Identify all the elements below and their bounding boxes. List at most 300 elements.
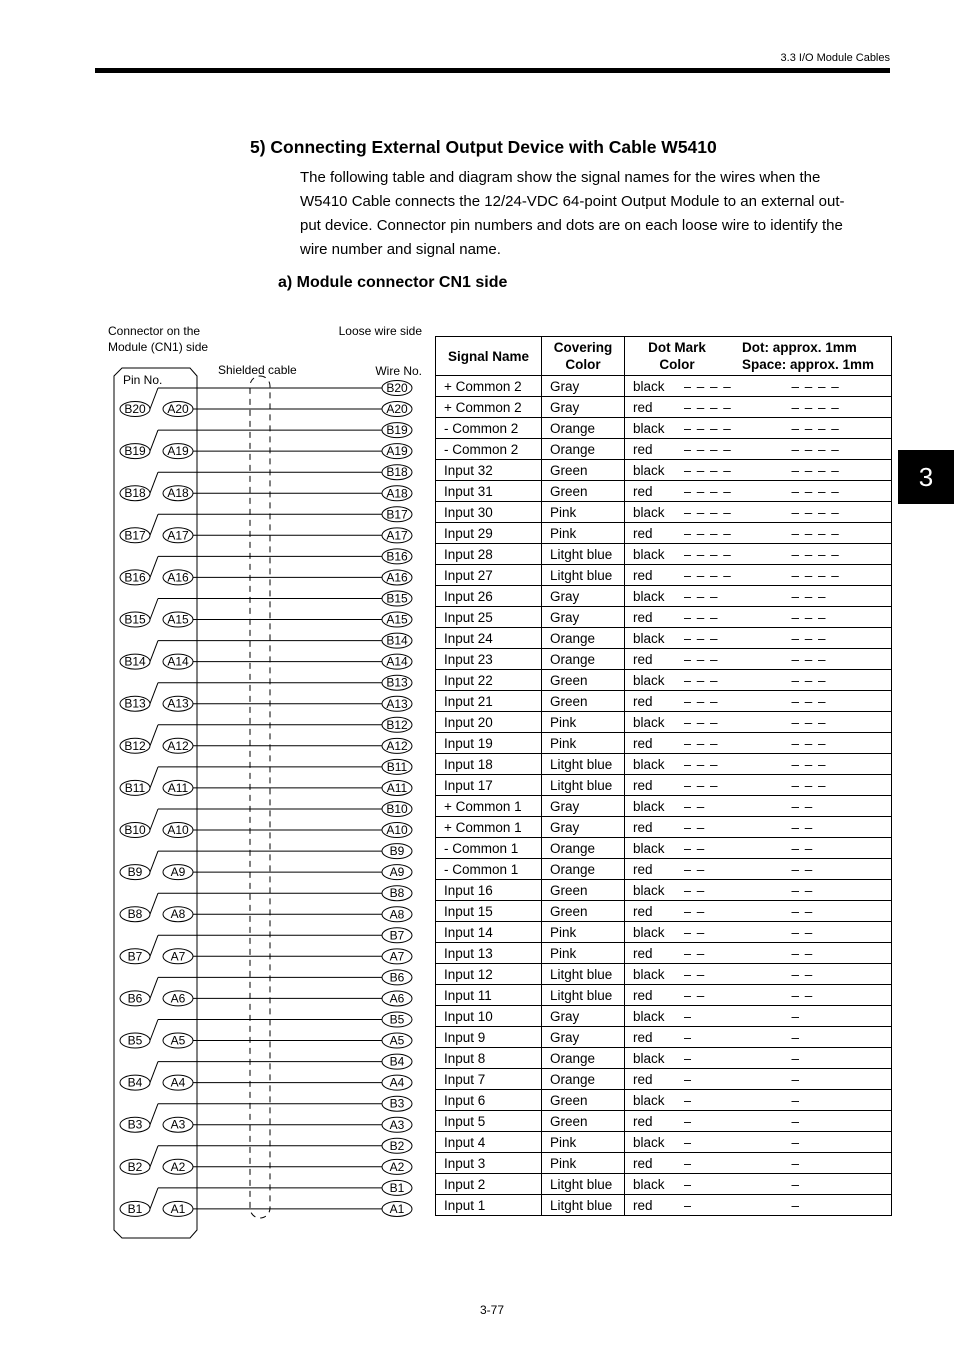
covering-color-cell: Gray — [542, 796, 625, 817]
signal-name-cell: - Common 2 — [436, 439, 542, 460]
header-dot-mark-color-line2: Color — [659, 357, 695, 372]
covering-color-cell: Gray — [542, 376, 625, 397]
header-dot-mark-color-line1: Dot Mark — [648, 340, 706, 355]
dot-mark-color-cell: red — [625, 565, 684, 586]
table-row — [436, 796, 892, 817]
dot-mark-color-cell: red — [625, 817, 684, 838]
signal-name-cell: Input 4 — [436, 1132, 542, 1153]
covering-color-cell: Litght blue — [542, 1174, 625, 1195]
signal-name-cell: - Common 2 — [436, 418, 542, 439]
pin-b-label: B8 — [127, 907, 143, 922]
pin-a-label: A9 — [170, 865, 186, 880]
wire — [150, 935, 158, 956]
wire-number-label: A4 — [389, 1075, 405, 1090]
signal-name-cell: Input 18 — [436, 754, 542, 775]
dot-mark-color-cell: black — [625, 670, 684, 691]
pin-a-label: A6 — [170, 991, 186, 1006]
dot-pattern: – — [683, 1113, 693, 1129]
dot-pattern: – — [683, 1176, 693, 1192]
dot-pattern: – – – — [791, 735, 827, 751]
wire-number-label: B6 — [389, 970, 405, 985]
dot-pattern-cell — [684, 565, 892, 586]
dot-pattern: – – – — [791, 756, 827, 772]
dot-pattern: – – — [791, 861, 814, 877]
table-row — [436, 838, 892, 859]
pin-b-label: B18 — [124, 486, 146, 501]
intro-line: The following table and diagram show the signal names for the wires when the — [300, 169, 821, 186]
dot-pattern: – – – — [683, 693, 719, 709]
covering-color-cell: Pink — [542, 523, 625, 544]
table-row — [436, 859, 892, 880]
signal-name-cell: Input 5 — [436, 1111, 542, 1132]
dot-pattern: – – – — [791, 588, 827, 604]
signal-name-cell: - Common 1 — [436, 859, 542, 880]
covering-color-cell: Green — [542, 481, 625, 502]
table-row — [436, 1111, 892, 1132]
wire-number-label: A9 — [389, 865, 405, 880]
header-covering-color-line2: Color — [565, 357, 601, 372]
covering-color-cell: Litght blue — [542, 775, 625, 796]
table-row — [436, 502, 892, 523]
header-dot-mark-color — [625, 339, 729, 373]
covering-color-cell: Orange — [542, 418, 625, 439]
dot-pattern: – – — [791, 798, 814, 814]
connector-side-label-line1: Connector on the — [108, 324, 201, 338]
covering-color-cell: Green — [542, 901, 625, 922]
pin-a-label: A12 — [167, 738, 189, 753]
dot-pattern: – – — [683, 840, 706, 856]
dot-pattern: – – — [791, 966, 814, 982]
pin-a-label: A13 — [167, 696, 189, 711]
connector-side-label-line2: Module (CN1) side — [108, 340, 209, 354]
dot-mark-color-cell: black — [625, 1132, 684, 1153]
dot-pattern: – — [791, 1008, 801, 1024]
dot-pattern: – – – — [683, 672, 719, 688]
header-dot-spacing — [729, 339, 874, 373]
dot-pattern: – — [791, 1071, 801, 1087]
dot-pattern: – – — [791, 924, 814, 940]
signal-name-cell: Input 23 — [436, 649, 542, 670]
dot-pattern: – – – – — [683, 462, 732, 478]
dot-mark-color-cell: red — [625, 649, 684, 670]
wire — [150, 683, 158, 704]
dot-pattern-cell — [684, 460, 892, 481]
signal-name-cell: Input 6 — [436, 1090, 542, 1111]
wire-number-label: A18 — [386, 486, 408, 501]
signal-name-cell: Input 27 — [436, 565, 542, 586]
covering-color-cell: Pink — [542, 943, 625, 964]
pin-b-label: B2 — [127, 1159, 143, 1174]
dot-pattern-cell — [684, 943, 892, 964]
dot-pattern-cell — [684, 901, 892, 922]
dot-pattern: – – – – — [791, 567, 840, 583]
table-row — [436, 712, 892, 733]
dot-pattern: – – – – — [683, 546, 732, 562]
wire — [150, 641, 158, 662]
dot-pattern: – — [683, 1197, 693, 1213]
dot-pattern-cell — [684, 859, 892, 880]
wire-number-label: B7 — [389, 928, 405, 943]
dot-pattern: – – — [683, 924, 706, 940]
table-row — [436, 880, 892, 901]
dot-pattern: – — [683, 1092, 693, 1108]
pin-b-label: B3 — [127, 1117, 143, 1132]
dot-mark-color-cell: red — [625, 439, 684, 460]
dot-pattern: – — [683, 1071, 693, 1087]
dot-mark-color-cell: black — [625, 880, 684, 901]
dot-pattern: – — [683, 1050, 693, 1066]
dot-pattern-cell — [684, 838, 892, 859]
signal-name-cell: Input 24 — [436, 628, 542, 649]
dot-pattern: – – — [683, 987, 706, 1003]
running-head: 3.3 I/O Module Cables — [780, 52, 890, 64]
covering-color-cell: Pink — [542, 1153, 625, 1174]
dot-pattern-cell — [684, 376, 892, 397]
pin-b-label: B13 — [124, 696, 146, 711]
pin-a-label: A3 — [170, 1117, 186, 1132]
wire — [150, 1020, 158, 1041]
dot-pattern: – – – – — [683, 420, 732, 436]
dot-mark-color-cell: black — [625, 712, 684, 733]
dot-pattern: – – – – — [683, 399, 732, 415]
dot-pattern: – — [791, 1134, 801, 1150]
table-row — [436, 754, 892, 775]
table-row — [436, 1069, 892, 1090]
intro-paragraph — [300, 166, 888, 262]
covering-color-cell: Pink — [542, 733, 625, 754]
table-row — [436, 1006, 892, 1027]
header-dot-mark — [625, 337, 892, 376]
wire-number-labels — [382, 381, 412, 1217]
table-row — [436, 1195, 892, 1216]
dot-pattern: – – – – — [683, 567, 732, 583]
dot-pattern-cell — [684, 880, 892, 901]
pin-b-label: B4 — [127, 1075, 143, 1090]
header-covering-color-line1: Covering — [553, 340, 613, 355]
covering-color-cell: Gray — [542, 586, 625, 607]
table-row — [436, 418, 892, 439]
dot-mark-color-cell: black — [625, 1048, 684, 1069]
pin-b-label: B9 — [127, 865, 143, 880]
covering-color-cell: Litght blue — [542, 985, 625, 1006]
dot-pattern-cell — [684, 670, 892, 691]
covering-color-cell: Pink — [542, 1132, 625, 1153]
dot-pattern: – — [683, 1134, 693, 1150]
pin-a-label: A18 — [167, 486, 189, 501]
signal-name-cell: Input 10 — [436, 1006, 542, 1027]
wire-number-label: B18 — [386, 465, 408, 480]
signal-name-cell: Input 3 — [436, 1153, 542, 1174]
covering-color-cell: Orange — [542, 649, 625, 670]
wire-number-label: B8 — [389, 886, 405, 901]
dot-pattern-cell — [684, 628, 892, 649]
dot-pattern: – – – — [791, 630, 827, 646]
dot-pattern-cell — [684, 586, 892, 607]
dot-pattern: – — [791, 1155, 801, 1171]
pin-a-label: A20 — [167, 402, 189, 416]
dot-pattern: – – – — [791, 693, 827, 709]
dot-pattern-cell — [684, 544, 892, 565]
signal-name-cell: + Common 1 — [436, 817, 542, 838]
header-dot-spacing-line1: Dot: approx. 1mm — [742, 340, 857, 355]
dot-mark-color-cell: black — [625, 796, 684, 817]
covering-color-cell: Litght blue — [542, 1195, 625, 1216]
dot-pattern: – – – — [791, 672, 827, 688]
signal-name-cell: Input 14 — [436, 922, 542, 943]
wire-number-label: A8 — [389, 907, 405, 922]
dot-pattern: – – — [683, 861, 706, 877]
pin-a-label: A4 — [170, 1075, 186, 1090]
wire-number-label: B19 — [386, 423, 408, 438]
dot-mark-color-cell: black — [625, 376, 684, 397]
wire-number-label: A5 — [389, 1033, 405, 1048]
dot-pattern-cell — [684, 418, 892, 439]
covering-color-cell: Gray — [542, 607, 625, 628]
shielded-cable — [250, 376, 270, 1218]
dot-mark-color-cell: black — [625, 838, 684, 859]
dot-pattern: – — [683, 1155, 693, 1171]
signal-name-cell: Input 29 — [436, 523, 542, 544]
table-row — [436, 775, 892, 796]
signal-name-cell: Input 13 — [436, 943, 542, 964]
pin-b-label: B19 — [124, 444, 146, 459]
covering-color-cell: Green — [542, 880, 625, 901]
dot-pattern-cell — [684, 1111, 892, 1132]
dot-pattern-cell — [684, 649, 892, 670]
dot-pattern: – – – – — [791, 378, 840, 394]
table-row — [436, 943, 892, 964]
wire-number-label: A16 — [386, 570, 408, 585]
wiring-diagram — [100, 318, 430, 1248]
dot-mark-color-cell: black — [625, 502, 684, 523]
dot-pattern-cell — [684, 1153, 892, 1174]
signal-name-cell: Input 30 — [436, 502, 542, 523]
table-header-row — [436, 337, 892, 376]
covering-color-cell: Orange — [542, 1048, 625, 1069]
wire — [150, 725, 158, 746]
covering-color-cell: Orange — [542, 859, 625, 880]
dot-mark-color-cell: red — [625, 397, 684, 418]
dot-pattern: – – — [791, 903, 814, 919]
table-row — [436, 1132, 892, 1153]
dot-pattern: – – – – — [791, 399, 840, 415]
dot-pattern: – – – — [791, 609, 827, 625]
wire-number-label: A2 — [389, 1159, 405, 1174]
table-row — [436, 964, 892, 985]
dot-pattern: – – – — [791, 651, 827, 667]
table-row — [436, 460, 892, 481]
dot-pattern-cell — [684, 481, 892, 502]
pin-b-label: B12 — [124, 738, 146, 753]
dot-pattern-cell — [684, 733, 892, 754]
dot-mark-color-cell: red — [625, 943, 684, 964]
dot-mark-color-cell: black — [625, 1174, 684, 1195]
signal-name-cell: Input 17 — [436, 775, 542, 796]
pin-b-label: B6 — [127, 991, 143, 1006]
dot-pattern: – – – — [683, 651, 719, 667]
signal-name-cell: - Common 1 — [436, 838, 542, 859]
dot-pattern: – – — [683, 945, 706, 961]
table-row — [436, 628, 892, 649]
wire-number-label: A10 — [386, 823, 408, 838]
dot-mark-color-cell: black — [625, 460, 684, 481]
wire-number-label: A14 — [386, 654, 408, 669]
wire-number-label: A7 — [389, 949, 405, 964]
dot-mark-color-cell: black — [625, 628, 684, 649]
dot-mark-color-cell: black — [625, 754, 684, 775]
covering-color-cell: Litght blue — [542, 565, 625, 586]
pin-b-label: B16 — [124, 570, 146, 585]
dot-pattern-cell — [684, 439, 892, 460]
table-row — [436, 733, 892, 754]
page-number: 3-77 — [480, 1303, 505, 1317]
wire — [150, 514, 158, 535]
dot-mark-color-cell: black — [625, 1006, 684, 1027]
covering-color-cell: Pink — [542, 922, 625, 943]
covering-color-cell: Green — [542, 670, 625, 691]
dot-mark-color-cell: black — [625, 586, 684, 607]
wire-number-label: B20 — [386, 381, 408, 395]
header-covering-color — [542, 337, 625, 376]
table-row — [436, 901, 892, 922]
dot-mark-color-cell: black — [625, 418, 684, 439]
dot-mark-color-cell: red — [625, 691, 684, 712]
table-row — [436, 1048, 892, 1069]
covering-color-cell: Orange — [542, 628, 625, 649]
table-row — [436, 481, 892, 502]
wire — [150, 1104, 158, 1125]
dot-pattern: – – – – — [791, 462, 840, 478]
wire — [150, 767, 158, 788]
dot-pattern-cell — [684, 754, 892, 775]
pin-b-label: B7 — [127, 949, 143, 964]
covering-color-cell: Litght blue — [542, 964, 625, 985]
wire-number-label: B5 — [389, 1012, 405, 1027]
dot-pattern: – – – – — [791, 441, 840, 457]
shielded-cable-label: Shielded cable — [218, 363, 297, 377]
signal-name-cell: Input 22 — [436, 670, 542, 691]
dot-mark-color-cell: red — [625, 1027, 684, 1048]
dot-pattern-cell — [684, 1006, 892, 1027]
covering-color-cell: Litght blue — [542, 754, 625, 775]
pin-b-label: B11 — [124, 780, 146, 795]
pin-b-label: B1 — [127, 1201, 143, 1216]
wire-number-label: A12 — [386, 738, 408, 753]
dot-pattern: – – — [791, 945, 814, 961]
header-dot-spacing-line2: Space: approx. 1mm — [742, 357, 875, 372]
dot-pattern: – – — [683, 798, 706, 814]
signal-name-cell: Input 25 — [436, 607, 542, 628]
pin-a-label: A10 — [167, 823, 189, 837]
wire-number-label: B9 — [389, 844, 405, 859]
covering-color-cell: Gray — [542, 817, 625, 838]
wire-number-label: B17 — [386, 507, 408, 522]
dot-pattern: – – — [683, 819, 706, 835]
dot-mark-color-cell: red — [625, 901, 684, 922]
signal-name-cell: Input 16 — [436, 880, 542, 901]
table-row — [436, 523, 892, 544]
dot-pattern: – – – – — [683, 483, 732, 499]
wire-number-label: B1 — [389, 1180, 405, 1195]
dot-pattern: – – — [791, 987, 814, 1003]
pin-b-label: B5 — [127, 1033, 143, 1048]
wire-number-label: B3 — [389, 1096, 405, 1111]
dot-pattern: – – – – — [791, 420, 840, 436]
table-row — [436, 691, 892, 712]
wire-number-label: B4 — [389, 1054, 405, 1069]
signal-name-cell: Input 7 — [436, 1069, 542, 1090]
pin-b-label: B15 — [124, 612, 146, 627]
intro-line: W5410 Cable connects the 12/24-VDC 64-point Output Module to an external out- — [300, 193, 845, 210]
dot-pattern-cell — [684, 817, 892, 838]
dot-mark-color-cell: red — [625, 1069, 684, 1090]
covering-color-cell: Gray — [542, 1027, 625, 1048]
signal-name-cell: + Common 2 — [436, 376, 542, 397]
dot-pattern: – – — [791, 882, 814, 898]
pin-b-label: B20 — [124, 402, 146, 416]
dot-pattern: – – – — [683, 588, 719, 604]
dot-pattern: – – – — [683, 714, 719, 730]
covering-color-cell: Green — [542, 691, 625, 712]
pin-a-label: A2 — [170, 1159, 186, 1174]
pin-a-label: A19 — [167, 444, 189, 459]
signal-name-cell: Input 1 — [436, 1195, 542, 1216]
dot-pattern-cell — [684, 796, 892, 817]
wire — [150, 1062, 158, 1083]
dot-mark-color-cell: red — [625, 859, 684, 880]
dot-mark-color-cell: black — [625, 1090, 684, 1111]
table-row — [436, 544, 892, 565]
pin-a-label: A17 — [167, 528, 189, 543]
dot-mark-color-cell: red — [625, 481, 684, 502]
covering-color-cell: Litght blue — [542, 544, 625, 565]
dot-mark-color-cell: black — [625, 922, 684, 943]
loose-wire-side-label: Loose wire side — [338, 324, 422, 338]
dot-mark-color-cell: black — [625, 964, 684, 985]
covering-color-cell: Green — [542, 460, 625, 481]
dot-pattern-cell — [684, 775, 892, 796]
dot-pattern: – – — [683, 903, 706, 919]
wire-number-label: B14 — [386, 633, 408, 648]
covering-color-cell: Orange — [542, 439, 625, 460]
dot-pattern-cell — [684, 964, 892, 985]
wire-number-label: A11 — [386, 780, 408, 795]
dot-pattern-cell — [684, 1174, 892, 1195]
header-signal-name: Signal Name — [436, 337, 542, 376]
wire-number-label: A1 — [389, 1201, 405, 1216]
dot-pattern: – – — [683, 966, 706, 982]
dot-pattern: – — [791, 1092, 801, 1108]
wire — [150, 599, 158, 620]
dot-mark-color-cell: red — [625, 1153, 684, 1174]
pin-b-label: B14 — [124, 654, 146, 669]
table-row — [436, 649, 892, 670]
dot-pattern: – – – — [791, 777, 827, 793]
signal-name-cell: Input 21 — [436, 691, 542, 712]
wire-number-label: B13 — [386, 675, 408, 690]
table-row — [436, 1090, 892, 1111]
signal-name-cell: Input 11 — [436, 985, 542, 1006]
chapter-tab: 3 — [898, 450, 954, 504]
pin-a-label: A5 — [170, 1033, 186, 1048]
dot-pattern-cell — [684, 985, 892, 1006]
covering-color-cell: Orange — [542, 838, 625, 859]
pin-a-label: A15 — [167, 612, 189, 627]
signal-name-cell: Input 12 — [436, 964, 542, 985]
table-row — [436, 439, 892, 460]
wire — [150, 977, 158, 998]
pin-a-label: A1 — [170, 1201, 186, 1216]
